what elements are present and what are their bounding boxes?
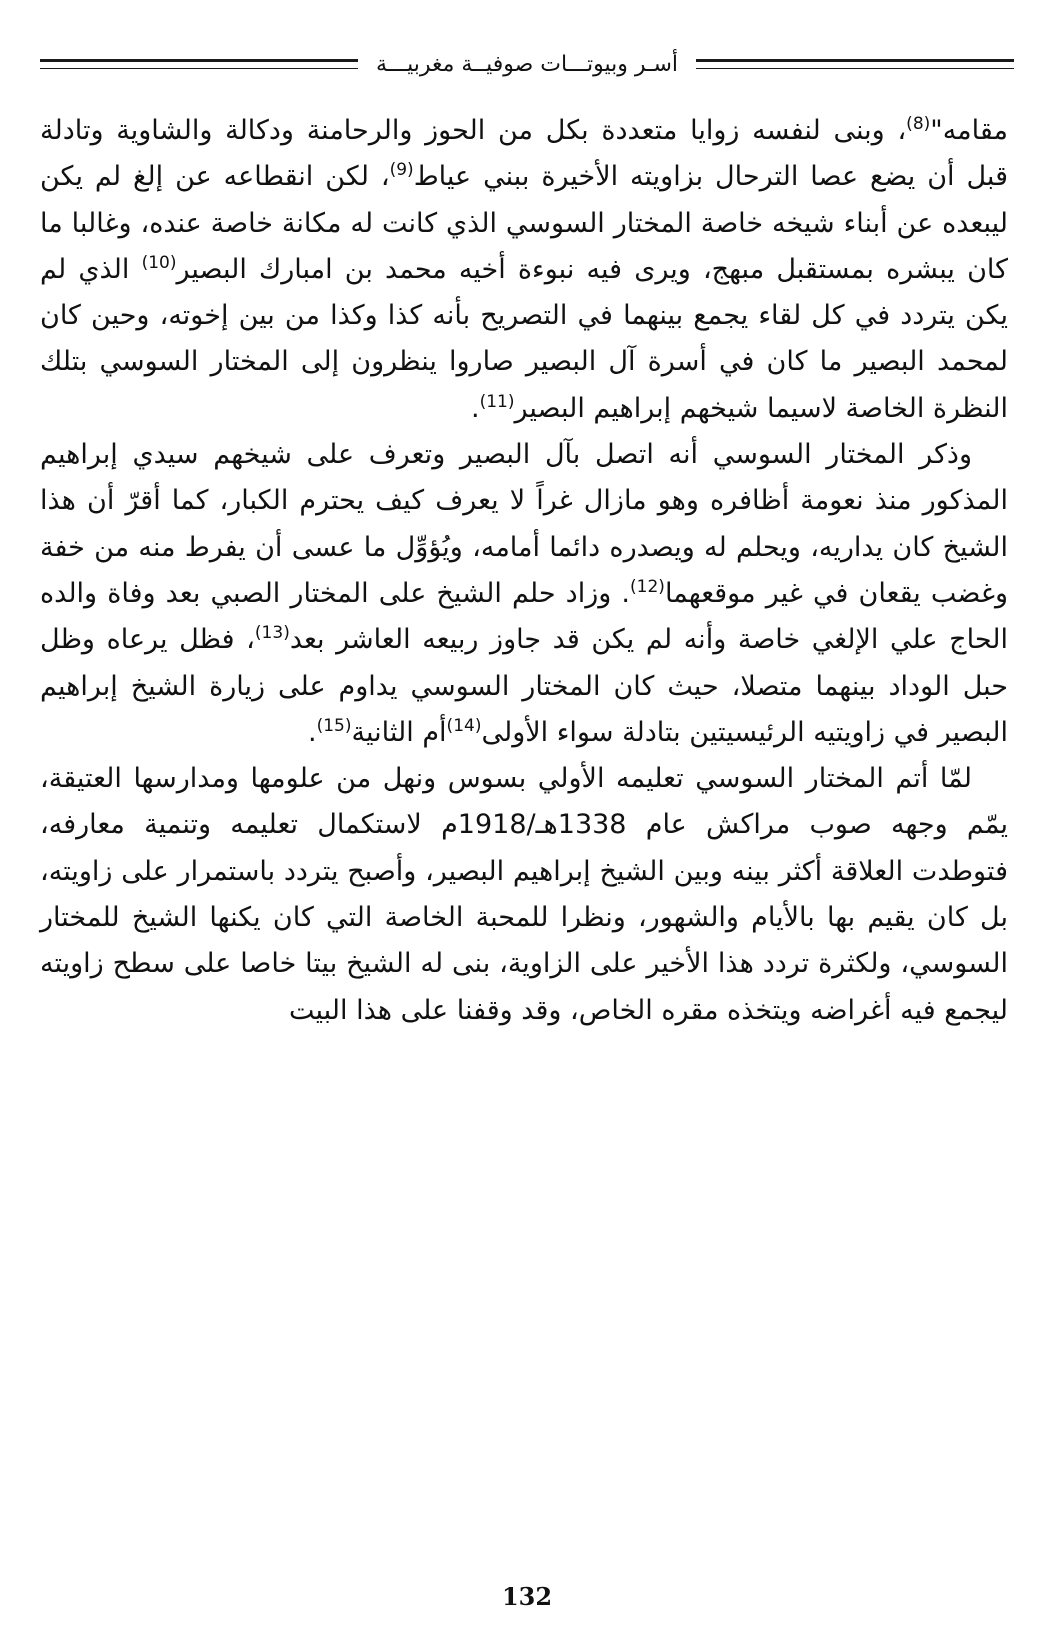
running-header bbox=[40, 44, 1014, 84]
text-segment: ، لكن انقطاعه عن إلغ لم يكن ليبعده عن أبناء شيخه خاصة المختار السوسي الذي كانت له مكانة خاصة عنده، وغالبا ما كان يبشره بمستقبل مبهج، ويرى فيه نبوءة أخيه محمد بن امبارك البصير bbox=[40, 161, 1008, 285]
header-rule-right bbox=[696, 59, 1014, 69]
page-number: 132 bbox=[501, 1582, 553, 1611]
footnote-marker: (11) bbox=[479, 391, 515, 412]
body-text bbox=[40, 108, 1008, 1034]
footnote-marker: (13) bbox=[254, 623, 290, 644]
body-paragraph bbox=[40, 756, 1008, 1034]
text-segment: لمّا أتم المختار السوسي تعليمه الأولي بسوس ونهل من علومها ومدارسها العتيقة، يمّم وجهه صوب مراكش عام 1338هـ/1918م لاستكمال تعليمه وتنمية معارفه، فتوطدت العلاقة أكثر بينه وبين الشيخ إبراهيم البصير، وأصبح يتردد باستمرار على زاويته، بل كان يقيم بها بالأيام والشهور، ونظرا للمحبة الخاصة التي كان يكنها الشيخ للمختار السوسي، ولكثرة تردد هذا الأخير على الزاوية، بنى له الشيخ بيتا خاصا على سطح زاويته ليجمع فيه أغراضه ويتخذه مقره الخاص، وقد وقفنا على هذا البيت bbox=[40, 763, 1009, 1026]
footnote-marker: (14) bbox=[446, 715, 482, 736]
body-paragraph bbox=[40, 432, 1008, 756]
footnote-marker: (8) bbox=[906, 114, 931, 134]
text-segment: وذكر المختار السوسي أنه اتصل بآل البصير وتعرف على شيخهم سيدي إبراهيم المذكور منذ نعومة أظافره وهو مازال غراً لا يعرف كيف يحترم الكبار، كما أقرّ أن هذا الشيخ كان يداريه، ويحلم له ويصدره دائما أمامه، ويُؤوِّل ما عسى أن يفرط منه من خفة وغضب يقعان في غير موقعهما bbox=[40, 439, 1009, 609]
footnote-marker: (9) bbox=[389, 160, 414, 181]
text-segment: الذي لم يكن يتردد في كل لقاء يجمع بينهما في التصريح بأنه كذا وكذا من بين إخوته، وحين كان لمحمد البصير ما كان في أسرة آل البصير صاروا ينظرون إلى المختار السوسي بتلك النظرة الخاصة لاسيما شيخهم إبراهيم البصير bbox=[40, 253, 1008, 424]
text-segment: أم الثانية bbox=[351, 716, 447, 748]
text-segment: ، فظل يرعاه وظل حبل الوداد بينهما متصلا، حيث كان المختار السوسي يداوم على زيارة الشيخ إبراهيم البصير في زاويتيه الرئيسيتين بتادلة سواء الأولى bbox=[40, 624, 1008, 748]
text-segment: مقامه" bbox=[930, 115, 1008, 146]
footnote-marker: (10) bbox=[141, 252, 177, 273]
footnote-marker: (15) bbox=[316, 715, 352, 736]
text-segment: ، وبنى لنفسه زوايا متعددة بكل من الحوز والرحامنة ودكالة والشاوية وتادلة قبل أن يضع عصا الترحال بزاويته الأخيرة ببني عياط bbox=[40, 115, 1008, 193]
text-segment: . bbox=[470, 392, 480, 424]
footnote-marker: (12) bbox=[630, 576, 665, 597]
text-segment: . وزاد حلم الشيخ على المختار الصبي بعد وفاة والده الحاج علي الإلغي خاصة وأنه لم يكن قد جاوز ربيعه العاشر بعد bbox=[40, 577, 1008, 656]
header-rule-left bbox=[40, 59, 358, 69]
header-title: أسـر وبيوتـــات صوفيــة مغربيـــة bbox=[375, 51, 679, 77]
text-segment: . bbox=[307, 716, 317, 748]
body-paragraph bbox=[40, 108, 1008, 432]
